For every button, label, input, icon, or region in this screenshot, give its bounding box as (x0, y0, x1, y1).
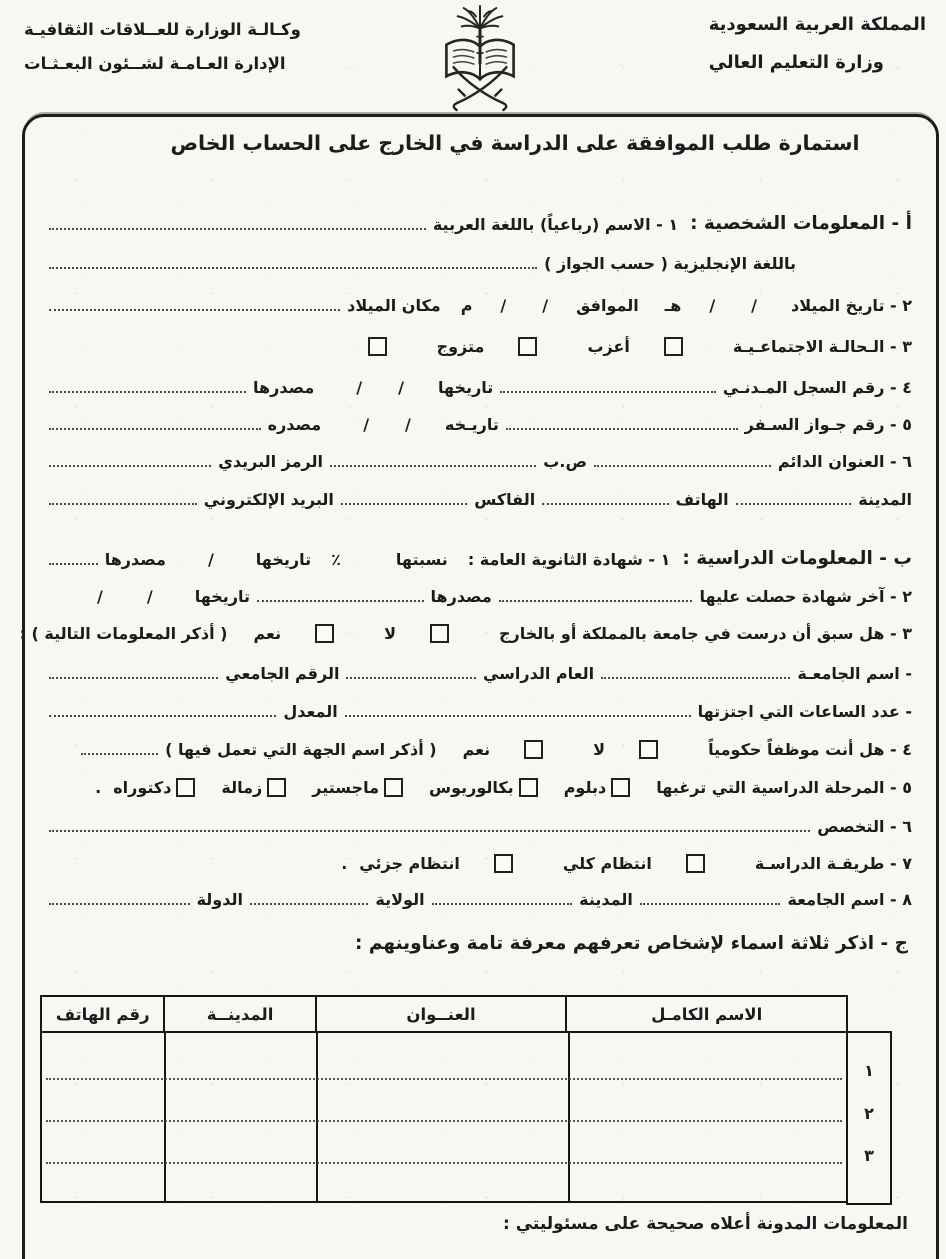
passport-label: ٥ - رقم جـواز السـفر (744, 415, 912, 434)
name-english-row (42, 254, 796, 274)
kingdom-name: المملكة العربية السعودية (708, 14, 926, 35)
gpa-field[interactable] (49, 711, 276, 717)
period: . (95, 778, 102, 797)
department-name: الإدارة العـامـة لشــئون البعـثـات (24, 53, 286, 73)
date-slash: / (207, 550, 214, 570)
full-time-checkbox[interactable] (686, 854, 705, 873)
university-number-field[interactable] (49, 673, 218, 679)
last-issuer-label: مصدرها (430, 587, 492, 606)
address-label: ٦ - العنوان الدائم (777, 452, 912, 471)
hs-issuer-field[interactable] (49, 559, 98, 565)
university-name-label: - اسم الجامعـة (797, 664, 912, 683)
degree-label: ٥ - المرحلة الدراسية التي ترغبها (656, 778, 912, 797)
palm-book-swords-icon (428, 2, 532, 114)
references-table-body[interactable] (40, 1033, 848, 1203)
name-english-label: باللغة الإنجليزية ( حسب الجواز ) (544, 254, 796, 273)
gregorian-label: م (460, 296, 473, 315)
bachelor-checkbox[interactable] (519, 778, 538, 797)
birth-place-field[interactable] (49, 305, 340, 311)
no-label: لا (593, 740, 606, 759)
hs-percentage-label: نسبتها (395, 550, 448, 570)
table-divider (316, 1033, 318, 1201)
civil-registry-label: ٤ - رقم السجل المـدنـي (722, 378, 912, 397)
married-checkbox[interactable] (368, 337, 387, 356)
credit-hours-field[interactable] (345, 711, 691, 717)
phone-field[interactable] (542, 499, 668, 505)
table-row-line[interactable] (46, 1078, 842, 1080)
corresponding-label: الموافق (576, 296, 639, 315)
marital-status-label: ٣ - الـحالـة الاجتماعـيـة (732, 337, 912, 356)
date-slash: / (751, 296, 757, 315)
civil-registry-number-field[interactable] (500, 387, 716, 393)
declaration-statement: المعلومات المدونة أعلاه صحيحة على مسئوليتي : (503, 1214, 908, 1234)
studied-before-label: ٣ - هل سبق أن درست في جامعة بالمملكة أو بالخارج (499, 624, 912, 643)
studied-no-checkbox[interactable] (430, 624, 449, 643)
yes-label: نعم (253, 624, 282, 643)
col-address: العنــوان (315, 997, 566, 1031)
country-field[interactable] (49, 899, 190, 905)
yes-label: نعم (462, 740, 491, 759)
credit-hours-label: - عدد الساعات التي اجتزتها (697, 702, 912, 721)
study-method-row (42, 854, 912, 874)
state-label: الولاية (375, 890, 425, 909)
last-date-label: تاريخها (194, 587, 251, 606)
date-slash: / (405, 415, 411, 434)
col-phone: رقم الهاتف (55, 1004, 150, 1024)
diploma-checkbox[interactable] (611, 778, 630, 797)
section-b-heading: ب - المعلومات الدراسية : (682, 548, 912, 569)
part-time-label: انتظام جزئي (359, 854, 460, 873)
major-label: ٦ - التخصص (817, 817, 912, 836)
phd-label: دكتوراه (113, 778, 172, 797)
fax-label: الفاكس (474, 490, 536, 509)
bachelor-label: بكالوريوس (429, 778, 514, 797)
percent-sign: ٪ (331, 550, 341, 570)
period: . (341, 854, 348, 873)
col-full-name: الاسم الكامـل (565, 997, 846, 1031)
date-slash: / (356, 378, 363, 397)
phone-label: الهاتف (675, 490, 729, 509)
passport-row (42, 415, 912, 435)
studied-yes-checkbox[interactable] (315, 624, 334, 643)
passport-number-field[interactable] (506, 424, 738, 430)
last-certificate-label: ٢ - آخر شهادة حصلت عليها (699, 587, 912, 606)
hs-issuer-label: مصدرها (104, 550, 166, 570)
employee-yes-checkbox[interactable] (524, 740, 543, 759)
last-certificate-field[interactable] (499, 596, 693, 602)
header-kingdom-block (709, 16, 926, 72)
date-slash: / (398, 378, 404, 397)
marital-checkbox[interactable] (664, 337, 683, 356)
civil-issuer-field[interactable] (49, 387, 246, 393)
birth-date-label: ٢ - تاريخ الميلاد (791, 296, 912, 315)
single-label: أعزب (587, 337, 630, 356)
address-row (42, 452, 912, 472)
fax-field[interactable] (341, 499, 467, 505)
hijri-label: هـ (664, 296, 682, 315)
target-city-label: المدينة (579, 890, 633, 909)
high-school-row (42, 547, 912, 570)
date-slash: / (363, 415, 370, 434)
pobox-field[interactable] (330, 461, 536, 467)
city-field[interactable] (736, 499, 852, 505)
email-field[interactable] (49, 499, 197, 505)
birth-place-label: مكان الميلاد (347, 296, 441, 315)
credit-hours-row (42, 702, 912, 722)
date-slash: / (709, 296, 716, 315)
country-label: الدولة (196, 890, 243, 909)
ministry-emblem (428, 2, 532, 114)
date-slash: / (97, 587, 103, 606)
header-agency-block (24, 22, 342, 72)
major-row (42, 817, 912, 837)
study-method-label: ٧ - طريقـة الدراسـة (754, 854, 912, 873)
civil-issuer-label: مصدرها (253, 378, 315, 397)
col-city: المدينــة (163, 997, 314, 1031)
passport-issuer-label: مصدره (267, 415, 322, 434)
row-number: ١ (864, 1061, 874, 1080)
mention-info-label: ( أذكر المعلومات التالية ) : (19, 624, 228, 643)
gov-employee-row (42, 740, 912, 760)
target-university-label: ٨ - اسم الجامعة (787, 890, 912, 909)
row-number-column (846, 1031, 892, 1205)
last-certificate-row (95, 587, 912, 607)
diploma-label: دبلوم (563, 778, 607, 797)
date-slash: / (500, 296, 507, 315)
studied-before-row (19, 624, 912, 644)
row-number: ٢ (864, 1104, 874, 1123)
email-label: البريد الإلكتروني (203, 490, 334, 509)
phd-checkbox[interactable] (176, 778, 195, 797)
name-english-field[interactable] (49, 263, 537, 269)
degree-row (42, 778, 912, 798)
agency-name: وكـالـة الوزارة للعــلاقات الثقافيـة (24, 20, 301, 39)
table-divider (568, 1033, 570, 1201)
table-divider (164, 1033, 166, 1201)
major-field[interactable] (49, 826, 810, 832)
married-label: متزوج (436, 337, 485, 356)
passport-issuer-field[interactable] (49, 424, 261, 430)
state-field[interactable] (250, 899, 368, 905)
row-number: ٣ (864, 1146, 874, 1165)
name-arabic-row (42, 212, 912, 235)
address-field[interactable] (594, 461, 771, 467)
birth-date-row (42, 296, 912, 316)
section-a-heading: أ - المعلومات الشخصية : (690, 213, 912, 234)
gpa-label: المعدل (283, 702, 338, 721)
target-university-field[interactable] (640, 899, 781, 905)
university-number-label: الرقم الجامعي (225, 664, 340, 683)
academic-year-field[interactable] (346, 673, 475, 679)
full-time-label: انتظام كلي (562, 854, 652, 873)
employer-field[interactable] (81, 749, 158, 755)
form-title: استمارة طلب الموافقة على الدراسة في الخارج على الحساب الخاص (170, 131, 860, 155)
references-table-header (40, 995, 848, 1033)
master-label: ماجستير (312, 778, 379, 797)
target-city-field[interactable] (432, 899, 573, 905)
no-label: لا (384, 624, 396, 643)
city-label: المدينة (858, 490, 912, 509)
fellowship-checkbox[interactable] (267, 778, 286, 797)
part-time-checkbox[interactable] (494, 854, 513, 873)
last-issuer-field[interactable] (257, 596, 423, 602)
mention-employer-label: ( أذكر اسم الجهة التي تعمل فيها ) (165, 740, 437, 759)
ministry-name: وزارة التعليم العالي (708, 52, 884, 73)
target-university-row (42, 890, 912, 910)
date-slash: / (146, 587, 153, 606)
postal-label: الرمز البريدي (218, 452, 323, 471)
contact-row (42, 490, 912, 510)
marital-status-row (42, 337, 912, 357)
table-row-line[interactable] (46, 1162, 842, 1164)
civil-registry-row (42, 378, 912, 398)
civil-date-label: تاريخها (437, 378, 494, 397)
name-arabic-label: ١ - الاسم (رباعياً) باللغة العربية (432, 215, 679, 235)
date-slash: / (542, 296, 549, 315)
employee-no-checkbox[interactable] (639, 740, 658, 759)
hs-date-label: تاريخها (255, 550, 312, 570)
postal-field[interactable] (49, 461, 211, 467)
pobox-label: ص.ب (543, 452, 587, 471)
university-name-field[interactable] (601, 673, 790, 679)
previous-university-row (42, 664, 912, 684)
passport-date-label: تاريـخه (444, 415, 499, 434)
academic-year-label: العام الدراسي (482, 664, 595, 683)
master-checkbox[interactable] (384, 778, 403, 797)
name-arabic-field[interactable] (49, 224, 426, 230)
high-school-label: ١ - شهادة الثانوية العامة : (467, 550, 671, 570)
fellowship-label: زمالة (221, 778, 263, 797)
section-c-heading: ج - اذكر ثلاثة اسماء لإشخاص تعرفهم معرفة تامة وعناوينهم : (355, 933, 908, 954)
gov-employee-label: ٤ - هل أنت موظفاً حكومياً (708, 740, 912, 759)
table-row-line[interactable] (46, 1120, 842, 1122)
single-checkbox[interactable] (518, 337, 537, 356)
